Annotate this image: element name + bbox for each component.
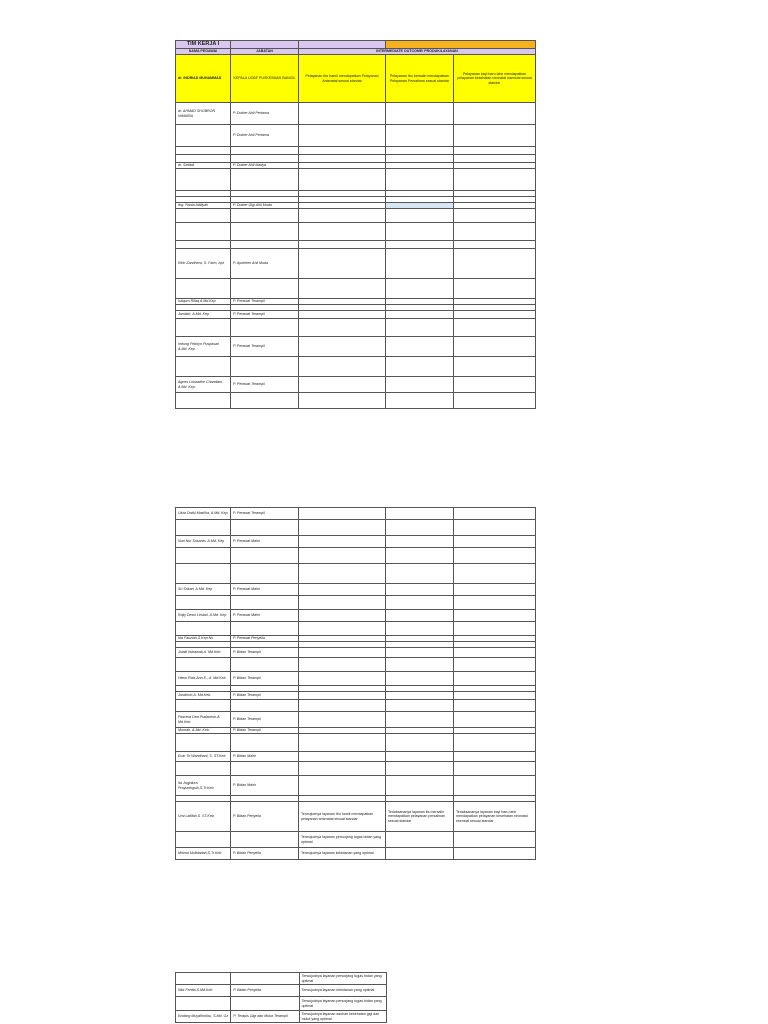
table-row: Terwujudnya layanan persorjang tugas bidan yang optimal — [176, 997, 387, 1011]
pegawai-table-2 — [175, 507, 536, 860]
table-row: Ida Fauziah,S.Kep.Ns P. Perawat Penyelia — [176, 636, 536, 642]
table-row: Hiemi Rais Arin E., A. Md.Keb P. Bidan Terampil — [176, 672, 536, 686]
lead-name: dr. INDRIAD MUHAMMAD — [176, 55, 231, 103]
lead-outcome-1: Pelayanan ibu hamil mendapatkan Pelayanan Antenatal sesuai standar — [299, 55, 386, 103]
table-row: drg. Rania Aditiyah P. Dokter Gigi Ahli Muda — [176, 203, 536, 209]
pegawai-table-1 — [175, 40, 536, 409]
table-row: Agnes Lokaadhe Chandiani, A.Md. Kep P. Perawat Terampil — [176, 377, 536, 393]
pegawai-table-3 — [175, 972, 387, 1023]
table-row: Terwujudnya layanan persorjang tugas bidan yang optimal — [176, 832, 536, 848]
table-row: Ulvia Dwiki Mazilha, A.Md. Kep P. Perawat Terampil — [176, 508, 536, 520]
table-row: Umi Lailifah,S. ST.Keb P. Bidan Penyelia Terwujudnya layanan Ibu hamil mendapatkan pelayanan antenatal sesuai standar Terlaksananya layanan ibu bersalin mendapatkan pelayanan persalinan sesuai standar Terlaksananya layanan bayi baru lahir mendapatkan pelayanan kesehatan neonatal esensial sesuai standar — [176, 802, 536, 832]
table-row: Jamilah, A.Md. Kep P. Perawat Terampil — [176, 311, 536, 319]
col-jabatan: JABATAN — [231, 49, 299, 55]
lead-jabatan: KEPALA UOBF PUSKESMAS BANGIL — [231, 55, 299, 103]
table-row: P. Dokter Ahli Pertama — [176, 125, 536, 147]
table-row: Ita Jogjniura Prayuningsih,S.Tr.Keb P. Bidan Mahir — [176, 776, 536, 796]
table-row: Terwujudnya layanan persorjang tugas bidan yang optimal — [176, 973, 387, 985]
lead-outcome-3: Pelayanan bayi baru lahir mendapatkan pelayanan kesehatan neonatal esensial sesuai standar — [454, 55, 536, 103]
tim-kerja-title: TIM KERJA I — [176, 41, 231, 49]
table-row: Nita Ferdia,S.Md.Keb P. Bidan Penyelia Terwujudnya layanan kebidanan yang optimal — [176, 985, 387, 997]
table-row: Ririn Zandhera, S. Farm, Apt P. Apoteker Ahli Muda — [176, 249, 536, 279]
table-row: Junikhoh,A. Md.Keb. P. Bidan Terampil — [176, 692, 536, 700]
table-row: Evar Tri Wandhani, S. ST.Keb P. Bidan Mahir — [176, 752, 536, 762]
table-row: Mhima Mufidadah,S.Tr.Keb P. Bidan Penyelia Terwujudnya layanan kebidanan yang optimal — [176, 848, 536, 860]
table-row: Pasvera Dea Prafanesh,A. Md.Keb P. Bidan Terampil — [176, 712, 536, 728]
table-row: Ineung Febriyn Puspasari A.Md. Kep P. Perawat Terampil — [176, 337, 536, 357]
table-row: Sri Srikari, A.Md. Kep P. Perawat Mahir — [176, 584, 536, 596]
table-row: Murnah, A.Md. Keb P. Bidan Terampil — [176, 728, 536, 734]
table-row: Istiqom Rifaq A.Md.Kep P. Perawat Terampil — [176, 299, 536, 305]
col-intermediate-outcome: INTERMEDIATE OUTCOME/ PRODUK/LAYANAN — [299, 49, 536, 55]
lead-outcome-2: Pelayanan Ibu bersalin mendapatkan Pelayanan Persalinan sesuai standar — [386, 55, 454, 103]
table-row: Nuri Nur Susanto, A.Md. Kep P. Perawat Mahir — [176, 536, 536, 548]
table-row: Julaili Indrawati,A. Md.Keb P. Bidan Terampil — [176, 648, 536, 658]
table-row: Endang Muyafirohbu, S.Md. Gz P. Terapis Gigi dan Mulut Terampil Terwujudnya layanan asuhan kesehatan gigi dan mulut yang optimal — [176, 1011, 387, 1023]
table-row: Rajiy Desvi Lestari, A.Md. Kep P. Perawat Mahir — [176, 610, 536, 622]
table-row: dr. Setiadi P. Dokter Ahli Madya — [176, 163, 536, 169]
col-nama-pegawai: NAMA PEGAWAI — [176, 49, 231, 55]
table-row: dr. AHMAD SHOBRON NIMAIRA P. Dokter Ahli Pertama — [176, 103, 536, 125]
